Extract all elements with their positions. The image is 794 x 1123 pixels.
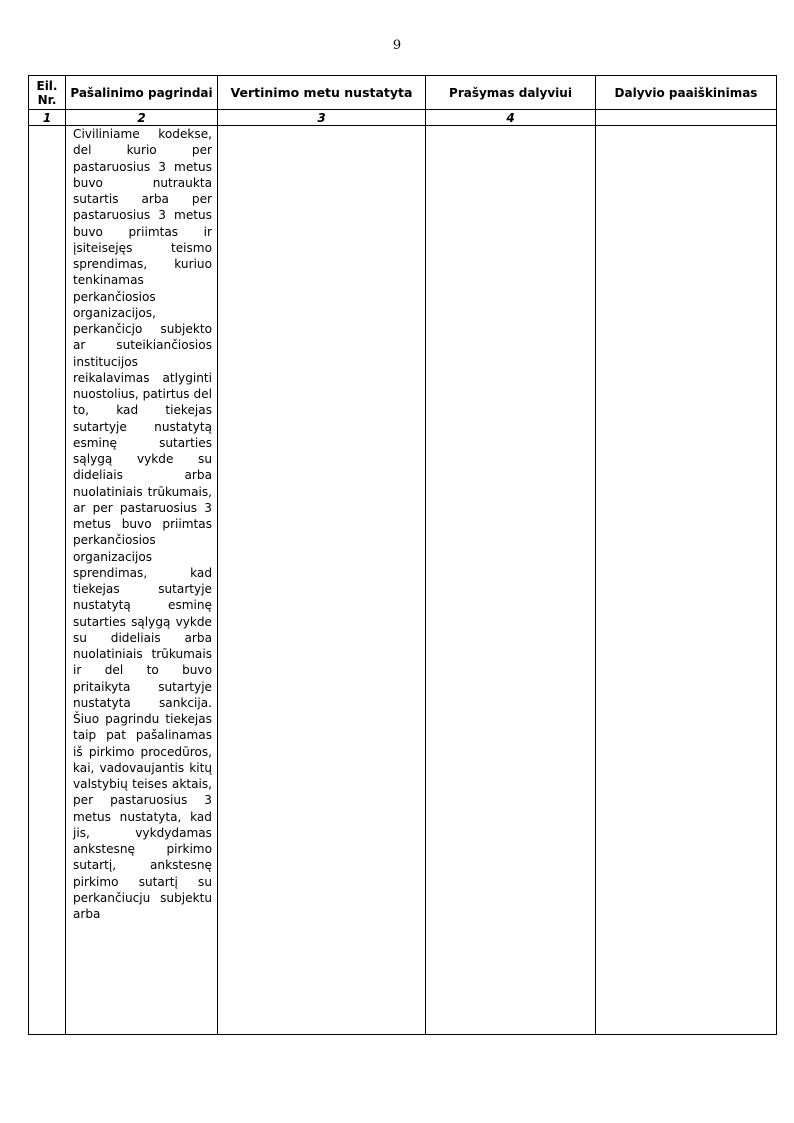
grounds-text: Civiliniame kodekse, del kurio per pastaruosius 3 metus buvo nutraukta sutartis arba per pastaruosius 3 metus buvo priimtas ir įsiteisejęs teismo sprendimas, kuriuo tenkinamas perkančiosios organizacijos, perkančicjo subjekto ar suteikiančiosios institucijos reikalavimas atlyginti nuostolius, patirtus del to, kad tiekejas sutartyje nustatytą esminę sutarties sąlygą vykde su dideliais arba nuolatiniais trūkumais, ar per pastaruosius 3 metus buvo priimtas perkančiosios organizacijos sprendimas, kad tiekejas sutartyje nustatytą esminę sutarties sąlygą vykde su dideliais arba nuolatiniais trūkumais ir del to buvo pritaikyta sutartyje nustatyta sankcija. Šiuo pagrindu tiekejas taip pat pašalinamas iš pirkimo procedūros, kai, vadovaujantis kitų valstybių teises aktais, per pastaruosius 3 metus nustatyta, kad jis, vykdydamas ankstesnę pirkimo sutartį, ankstesnę pirkimo sutartį su perkančiucju subjektu arba — [73, 127, 212, 921]
header-request-to-participant: Prašymas dalyviui — [426, 76, 596, 110]
column-number-4: 4 — [426, 110, 596, 126]
header-participant-explanation: Dalyvio paaiškinimas — [596, 76, 777, 110]
header-item-number: Eil. Nr. — [29, 76, 66, 110]
column-number-1: 1 — [29, 110, 66, 126]
page-number: 9 — [392, 38, 402, 53]
row-participant-explanation-cell — [596, 126, 777, 1035]
header-found-during-evaluation: Vertinimo metu nustatyta — [218, 76, 426, 110]
header-exclusion-grounds: Pašalinimo pagrindai — [66, 76, 218, 110]
row-request-to-participant-cell — [426, 126, 596, 1035]
row-item-number-cell — [29, 126, 66, 1035]
row-found-during-evaluation-cell — [218, 126, 426, 1035]
table-row — [29, 126, 777, 1035]
column-number-3: 3 — [218, 110, 426, 126]
row-grounds-cell — [66, 126, 218, 1035]
column-number-row — [29, 110, 777, 126]
exclusion-grounds-table — [28, 75, 777, 1035]
column-number-5 — [596, 110, 777, 126]
column-number-2: 2 — [66, 110, 218, 126]
header-row — [29, 76, 777, 110]
